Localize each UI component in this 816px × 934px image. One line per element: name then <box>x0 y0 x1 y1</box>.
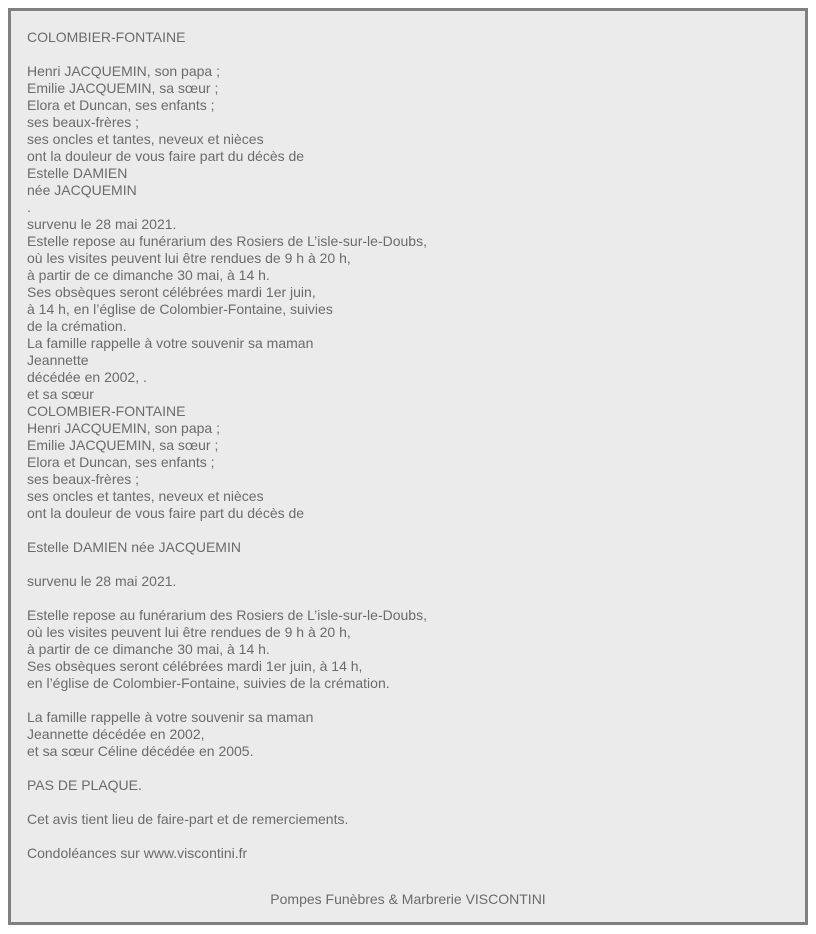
obituary-notice-frame <box>8 8 808 925</box>
notice-line: La famille rappelle à votre souvenir sa maman <box>27 709 314 725</box>
notice-line: et sa sœur Céline décédée en 2005. <box>27 743 254 759</box>
notice-line: ses oncles et tantes, neveux et nièces <box>27 488 264 504</box>
notice-line <box>27 760 787 777</box>
notice-line: Condoléances sur www.viscontini.fr <box>27 845 248 861</box>
notice-line: Henri JACQUEMIN, son papa ; <box>27 420 220 436</box>
notice-line: ses oncles et tantes, neveux et nièces <box>27 131 264 147</box>
funeral-home-footer: Pompes Funèbres & Marbrerie VISCONTINI <box>270 891 546 907</box>
notice-line <box>27 522 787 539</box>
notice-line: PAS DE PLAQUE. <box>27 777 142 793</box>
notice-line: Jeannette décédée en 2002, <box>27 726 205 742</box>
notice-line: Ses obsèques seront célébrées mardi 1er juin, <box>27 284 316 300</box>
notice-line <box>27 46 787 63</box>
notice-line: Ses obsèques seront célébrées mardi 1er juin, à 14 h, <box>27 658 363 674</box>
notice-line <box>27 556 787 573</box>
notice-line: à partir de ce dimanche 30 mai, à 14 h. <box>27 267 270 283</box>
notice-line: Estelle DAMIEN <box>27 165 128 181</box>
notice-line: . <box>27 199 31 215</box>
notice-line: Emilie JACQUEMIN, sa sœur ; <box>27 80 219 96</box>
notice-line: COLOMBIER-FONTAINE <box>27 403 186 419</box>
notice-line: Henri JACQUEMIN, son papa ; <box>27 63 220 79</box>
notice-line: Estelle repose au funérarium des Rosiers de L’isle-sur-le-Doubs, <box>27 607 427 623</box>
notice-line: ses beaux-frères ; <box>27 471 140 487</box>
notice-line: ont la douleur de vous faire part du décès de <box>27 148 305 164</box>
notice-line: Cet avis tient lieu de faire-part et de remerciements. <box>27 811 349 827</box>
notice-line <box>27 590 787 607</box>
notice-line <box>27 794 787 811</box>
notice-line: survenu le 28 mai 2021. <box>27 573 177 589</box>
notice-line: Emilie JACQUEMIN, sa sœur ; <box>27 437 219 453</box>
notice-line: Elora et Duncan, ses enfants ; <box>27 454 215 470</box>
notice-line: décédée en 2002, . <box>27 369 147 385</box>
notice-line: COLOMBIER-FONTAINE <box>27 29 186 45</box>
notice-line: Elora et Duncan, ses enfants ; <box>27 97 215 113</box>
notice-line: où les visites peuvent lui être rendues de 9 h à 20 h, <box>27 624 351 640</box>
notice-line: Jeannette <box>27 352 89 368</box>
notice-line: en l’église de Colombier-Fontaine, suivies de la crémation. <box>27 675 390 691</box>
notice-line <box>27 828 787 845</box>
obituary-notice-body <box>27 29 787 862</box>
notice-line: ses beaux-frères ; <box>27 114 140 130</box>
notice-line: née JACQUEMIN <box>27 182 137 198</box>
notice-line: ont la douleur de vous faire part du décès de <box>27 505 305 521</box>
notice-line: survenu le 28 mai 2021. <box>27 216 177 232</box>
notice-line: de la crémation. <box>27 318 127 334</box>
notice-line: et sa sœur <box>27 386 94 402</box>
notice-line: à partir de ce dimanche 30 mai, à 14 h. <box>27 641 270 657</box>
notice-line: Estelle DAMIEN née JACQUEMIN <box>27 539 241 555</box>
notice-line: où les visites peuvent lui être rendues de 9 h à 20 h, <box>27 250 351 266</box>
notice-line: La famille rappelle à votre souvenir sa maman <box>27 335 314 351</box>
notice-line <box>27 692 787 709</box>
notice-line: à 14 h, en l’église de Colombier-Fontaine, suivies <box>27 301 333 317</box>
notice-line: Estelle repose au funérarium des Rosiers de L’isle-sur-le-Doubs, <box>27 233 427 249</box>
